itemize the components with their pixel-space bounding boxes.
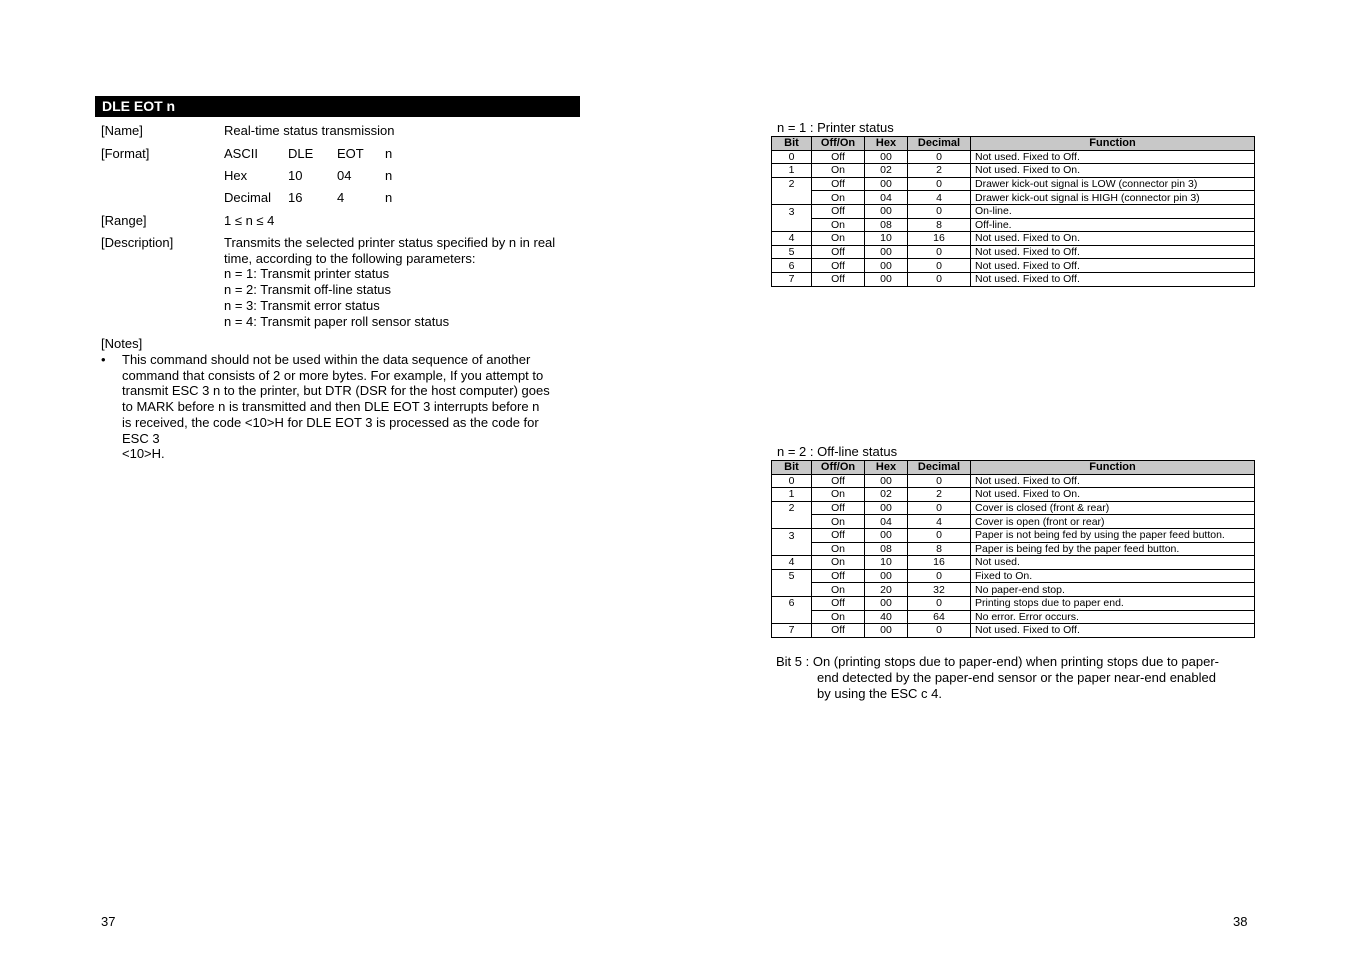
footnote-line: end detected by the paper-end sensor or the paper near-end enabled — [817, 669, 1216, 685]
cell-decimal: 32 — [908, 583, 971, 597]
cell-offon: Off — [812, 150, 865, 164]
table-header-row — [772, 137, 1255, 151]
format-cell: n — [385, 168, 393, 183]
header-hex: Hex — [865, 461, 908, 475]
description-line: n = 2: Transmit off-line status — [224, 282, 392, 298]
cell-bit: 4 — [772, 556, 812, 570]
format-cell: 16 — [288, 190, 303, 205]
cell-offon: On — [812, 542, 865, 556]
cell-offon: Off — [812, 177, 865, 191]
cell-decimal: 0 — [908, 204, 971, 218]
table-row — [772, 218, 1255, 232]
notes-line: to MARK before n is transmitted and then DLE EOT 3 interrupts before n — [122, 399, 540, 415]
description-line: n = 1: Transmit printer status — [224, 266, 390, 282]
cell-function: Not used. Fixed to On. — [971, 488, 1255, 502]
cell-bit: 2 — [772, 501, 812, 515]
offline-status-table — [771, 460, 1255, 638]
cell-hex: 04 — [865, 515, 908, 529]
cell-hex: 00 — [865, 259, 908, 273]
cell-offon: Off — [812, 569, 865, 583]
format-cell: ASCII — [224, 146, 258, 161]
cell-hex: 20 — [865, 583, 908, 597]
cell-decimal: 0 — [908, 474, 971, 488]
cell-hex: 00 — [865, 245, 908, 259]
cell-hex: 02 — [865, 164, 908, 178]
cell-function: Drawer kick-out signal is HIGH (connector pin 3) — [971, 191, 1255, 205]
table-row — [772, 164, 1255, 178]
cell-decimal: 16 — [908, 232, 971, 246]
cell-function: Cover is closed (front & rear) — [971, 501, 1255, 515]
cell-function: Not used. Fixed to Off. — [971, 272, 1255, 286]
cell-offon: Off — [812, 259, 865, 273]
table-row — [772, 177, 1255, 191]
format-cell: EOT — [337, 146, 364, 161]
cell-bit — [772, 542, 812, 556]
cell-bit: 4 — [772, 232, 812, 246]
cell-bit — [772, 610, 812, 624]
cell-function: Not used. Fixed to Off. — [971, 624, 1255, 638]
cell-decimal: 0 — [908, 501, 971, 515]
cell-offon: On — [812, 488, 865, 502]
cell-function: Paper is not being fed by using the paper feed button. — [971, 528, 1255, 542]
cell-bit — [772, 218, 812, 232]
cell-offon: Off — [812, 624, 865, 638]
cell-offon: On — [812, 191, 865, 205]
cell-function: Printing stops due to paper end. — [971, 596, 1255, 610]
format-cell: 4 — [337, 190, 345, 205]
cell-function: Not used. Fixed to Off. — [971, 474, 1255, 488]
table-row — [772, 542, 1255, 556]
cell-hex: 00 — [865, 474, 908, 488]
table-row — [772, 610, 1255, 624]
cell-decimal: 0 — [908, 272, 971, 286]
format-cell: Hex — [224, 168, 248, 183]
format-cell: n — [385, 146, 393, 161]
cell-function: Not used. Fixed to Off. — [971, 259, 1255, 273]
cell-decimal: 16 — [908, 556, 971, 570]
cell-offon: Off — [812, 245, 865, 259]
description-text — [224, 235, 574, 329]
cell-decimal: 64 — [908, 610, 971, 624]
table-row — [772, 245, 1255, 259]
cell-offon: On — [812, 232, 865, 246]
cell-offon: Off — [812, 596, 865, 610]
format-cell: n — [385, 190, 393, 205]
notes-line: is received, the code <10>H for DLE EOT 3 is processed as the code for — [122, 414, 539, 430]
header-function: Function — [971, 461, 1255, 475]
cell-decimal: 8 — [908, 542, 971, 556]
cell-decimal: 0 — [908, 528, 971, 542]
cell-offon: Off — [812, 528, 865, 542]
cell-offon: Off — [812, 501, 865, 515]
cell-hex: 00 — [865, 528, 908, 542]
cell-hex: 08 — [865, 542, 908, 556]
cell-hex: 10 — [865, 232, 908, 246]
cell-decimal: 0 — [908, 569, 971, 583]
cell-function: No paper-end stop. — [971, 583, 1255, 597]
notes-line: transmit ESC 3 n to the printer, but DTR (DSR for the host computer) goes — [122, 383, 550, 399]
cell-hex: 00 — [865, 569, 908, 583]
range-value: 1 ≤ n ≤ 4 — [224, 213, 275, 228]
table-row — [772, 191, 1255, 205]
header-offon: Off/On — [812, 461, 865, 475]
format-cell: Decimal — [224, 190, 271, 205]
notes-line: command that consists of 2 or more bytes. For example, If you attempt to — [122, 367, 544, 383]
notes-line: ESC 3 — [122, 430, 160, 446]
format-cell: 10 — [288, 168, 303, 183]
table-row — [772, 272, 1255, 286]
page-number-right: 38 — [1233, 914, 1248, 929]
header-function: Function — [971, 137, 1255, 151]
range-label: [Range] — [101, 213, 147, 228]
command-header: DLE EOT n — [95, 96, 580, 117]
cell-bit: 1 — [772, 164, 812, 178]
cell-offon: Off — [812, 474, 865, 488]
cell-decimal: 0 — [908, 624, 971, 638]
bullet-icon: • — [101, 352, 106, 367]
cell-offon: On — [812, 610, 865, 624]
table-row — [772, 596, 1255, 610]
cell-hex: 00 — [865, 272, 908, 286]
description-line: n = 4: Transmit paper roll sensor status — [224, 313, 450, 329]
footnote-line: Bit 5 : On (printing stops due to paper-end) when printing stops due to paper- — [776, 654, 1219, 669]
format-cell: DLE — [288, 146, 314, 161]
notes-text — [122, 352, 572, 462]
cell-bit — [772, 515, 812, 529]
table-row — [772, 488, 1255, 502]
cell-decimal: 8 — [908, 218, 971, 232]
table-row — [772, 204, 1255, 218]
cell-function: Not used. Fixed to Off. — [971, 245, 1255, 259]
cell-offon: On — [812, 515, 865, 529]
cell-function: Not used. Fixed to Off. — [971, 150, 1255, 164]
table-row — [772, 528, 1255, 542]
cell-function: Not used. Fixed to On. — [971, 232, 1255, 246]
cell-decimal: 2 — [908, 488, 971, 502]
cell-hex: 00 — [865, 204, 908, 218]
page-number-left: 37 — [101, 914, 116, 929]
header-bit: Bit — [772, 137, 812, 151]
table-row — [772, 624, 1255, 638]
cell-bit: 5 — [772, 569, 812, 583]
cell-decimal: 0 — [908, 150, 971, 164]
description-line: time, according to the following parameters: — [224, 250, 476, 266]
table-row — [772, 501, 1255, 515]
table-row — [772, 232, 1255, 246]
header-decimal: Decimal — [908, 461, 971, 475]
cell-bit: 2 — [772, 177, 812, 191]
cell-hex: 10 — [865, 556, 908, 570]
table-row — [772, 474, 1255, 488]
cell-function: Cover is open (front or rear) — [971, 515, 1255, 529]
description-line: n = 3: Transmit error status — [224, 297, 380, 313]
cell-decimal: 0 — [908, 596, 971, 610]
bit5-footnote — [776, 654, 1246, 701]
header-decimal: Decimal — [908, 137, 971, 151]
table-row — [772, 515, 1255, 529]
table-row — [772, 583, 1255, 597]
name-label: [Name] — [101, 123, 143, 138]
table-row — [772, 569, 1255, 583]
cell-decimal: 0 — [908, 245, 971, 259]
printer-status-table — [771, 136, 1255, 287]
cell-offon: On — [812, 583, 865, 597]
cell-function: Drawer kick-out signal is LOW (connector pin 3) — [971, 177, 1255, 191]
notes-label: [Notes] — [101, 336, 143, 351]
cell-function: Off-line. — [971, 218, 1255, 232]
cell-bit: 3 — [772, 528, 812, 542]
format-cell: 04 — [337, 168, 352, 183]
cell-hex: 08 — [865, 218, 908, 232]
name-value: Real-time status transmission — [224, 123, 395, 138]
cell-bit: 6 — [772, 259, 812, 273]
cell-offon: Off — [812, 204, 865, 218]
cell-hex: 00 — [865, 150, 908, 164]
cell-hex: 04 — [865, 191, 908, 205]
cell-bit: 3 — [772, 204, 812, 218]
table-row — [772, 259, 1255, 273]
cell-bit: 7 — [772, 272, 812, 286]
cell-hex: 00 — [865, 596, 908, 610]
header-bit: Bit — [772, 461, 812, 475]
cell-bit: 7 — [772, 624, 812, 638]
cell-function: Paper is being fed by the paper feed button. — [971, 542, 1255, 556]
cell-hex: 02 — [865, 488, 908, 502]
cell-function: Not used. Fixed to On. — [971, 164, 1255, 178]
cell-decimal: 4 — [908, 515, 971, 529]
cell-hex: 00 — [865, 177, 908, 191]
cell-offon: On — [812, 164, 865, 178]
cell-function: On-line. — [971, 204, 1255, 218]
cell-decimal: 0 — [908, 177, 971, 191]
cell-decimal: 2 — [908, 164, 971, 178]
cell-hex: 00 — [865, 624, 908, 638]
cell-function: No error. Error occurs. — [971, 610, 1255, 624]
footnote-line: by using the ESC c 4. — [817, 685, 943, 701]
cell-offon: Off — [812, 272, 865, 286]
cell-offon: On — [812, 218, 865, 232]
cell-bit: 0 — [772, 474, 812, 488]
cell-function: Fixed to On. — [971, 569, 1255, 583]
cell-hex: 00 — [865, 501, 908, 515]
header-offon: Off/On — [812, 137, 865, 151]
cell-decimal: 0 — [908, 259, 971, 273]
cell-offon: On — [812, 556, 865, 570]
format-label: [Format] — [101, 146, 150, 161]
cell-bit: 0 — [772, 150, 812, 164]
cell-bit: 1 — [772, 488, 812, 502]
table-header-row — [772, 461, 1255, 475]
cell-bit — [772, 583, 812, 597]
cell-decimal: 4 — [908, 191, 971, 205]
cell-bit — [772, 191, 812, 205]
notes-line: <10>H. — [122, 446, 165, 462]
description-label: [Description] — [101, 235, 174, 250]
cell-bit: 5 — [772, 245, 812, 259]
header-hex: Hex — [865, 137, 908, 151]
table1-caption: n = 1 : Printer status — [777, 120, 894, 135]
description-line: Transmits the selected printer status specified by n in real — [224, 235, 556, 250]
notes-line: This command should not be used within the data sequence of another — [122, 352, 531, 367]
table-row — [772, 556, 1255, 570]
table-row — [772, 150, 1255, 164]
cell-hex: 40 — [865, 610, 908, 624]
table2-caption: n = 2 : Off-line status — [777, 444, 898, 459]
cell-bit: 6 — [772, 596, 812, 610]
cell-function: Not used. — [971, 556, 1255, 570]
